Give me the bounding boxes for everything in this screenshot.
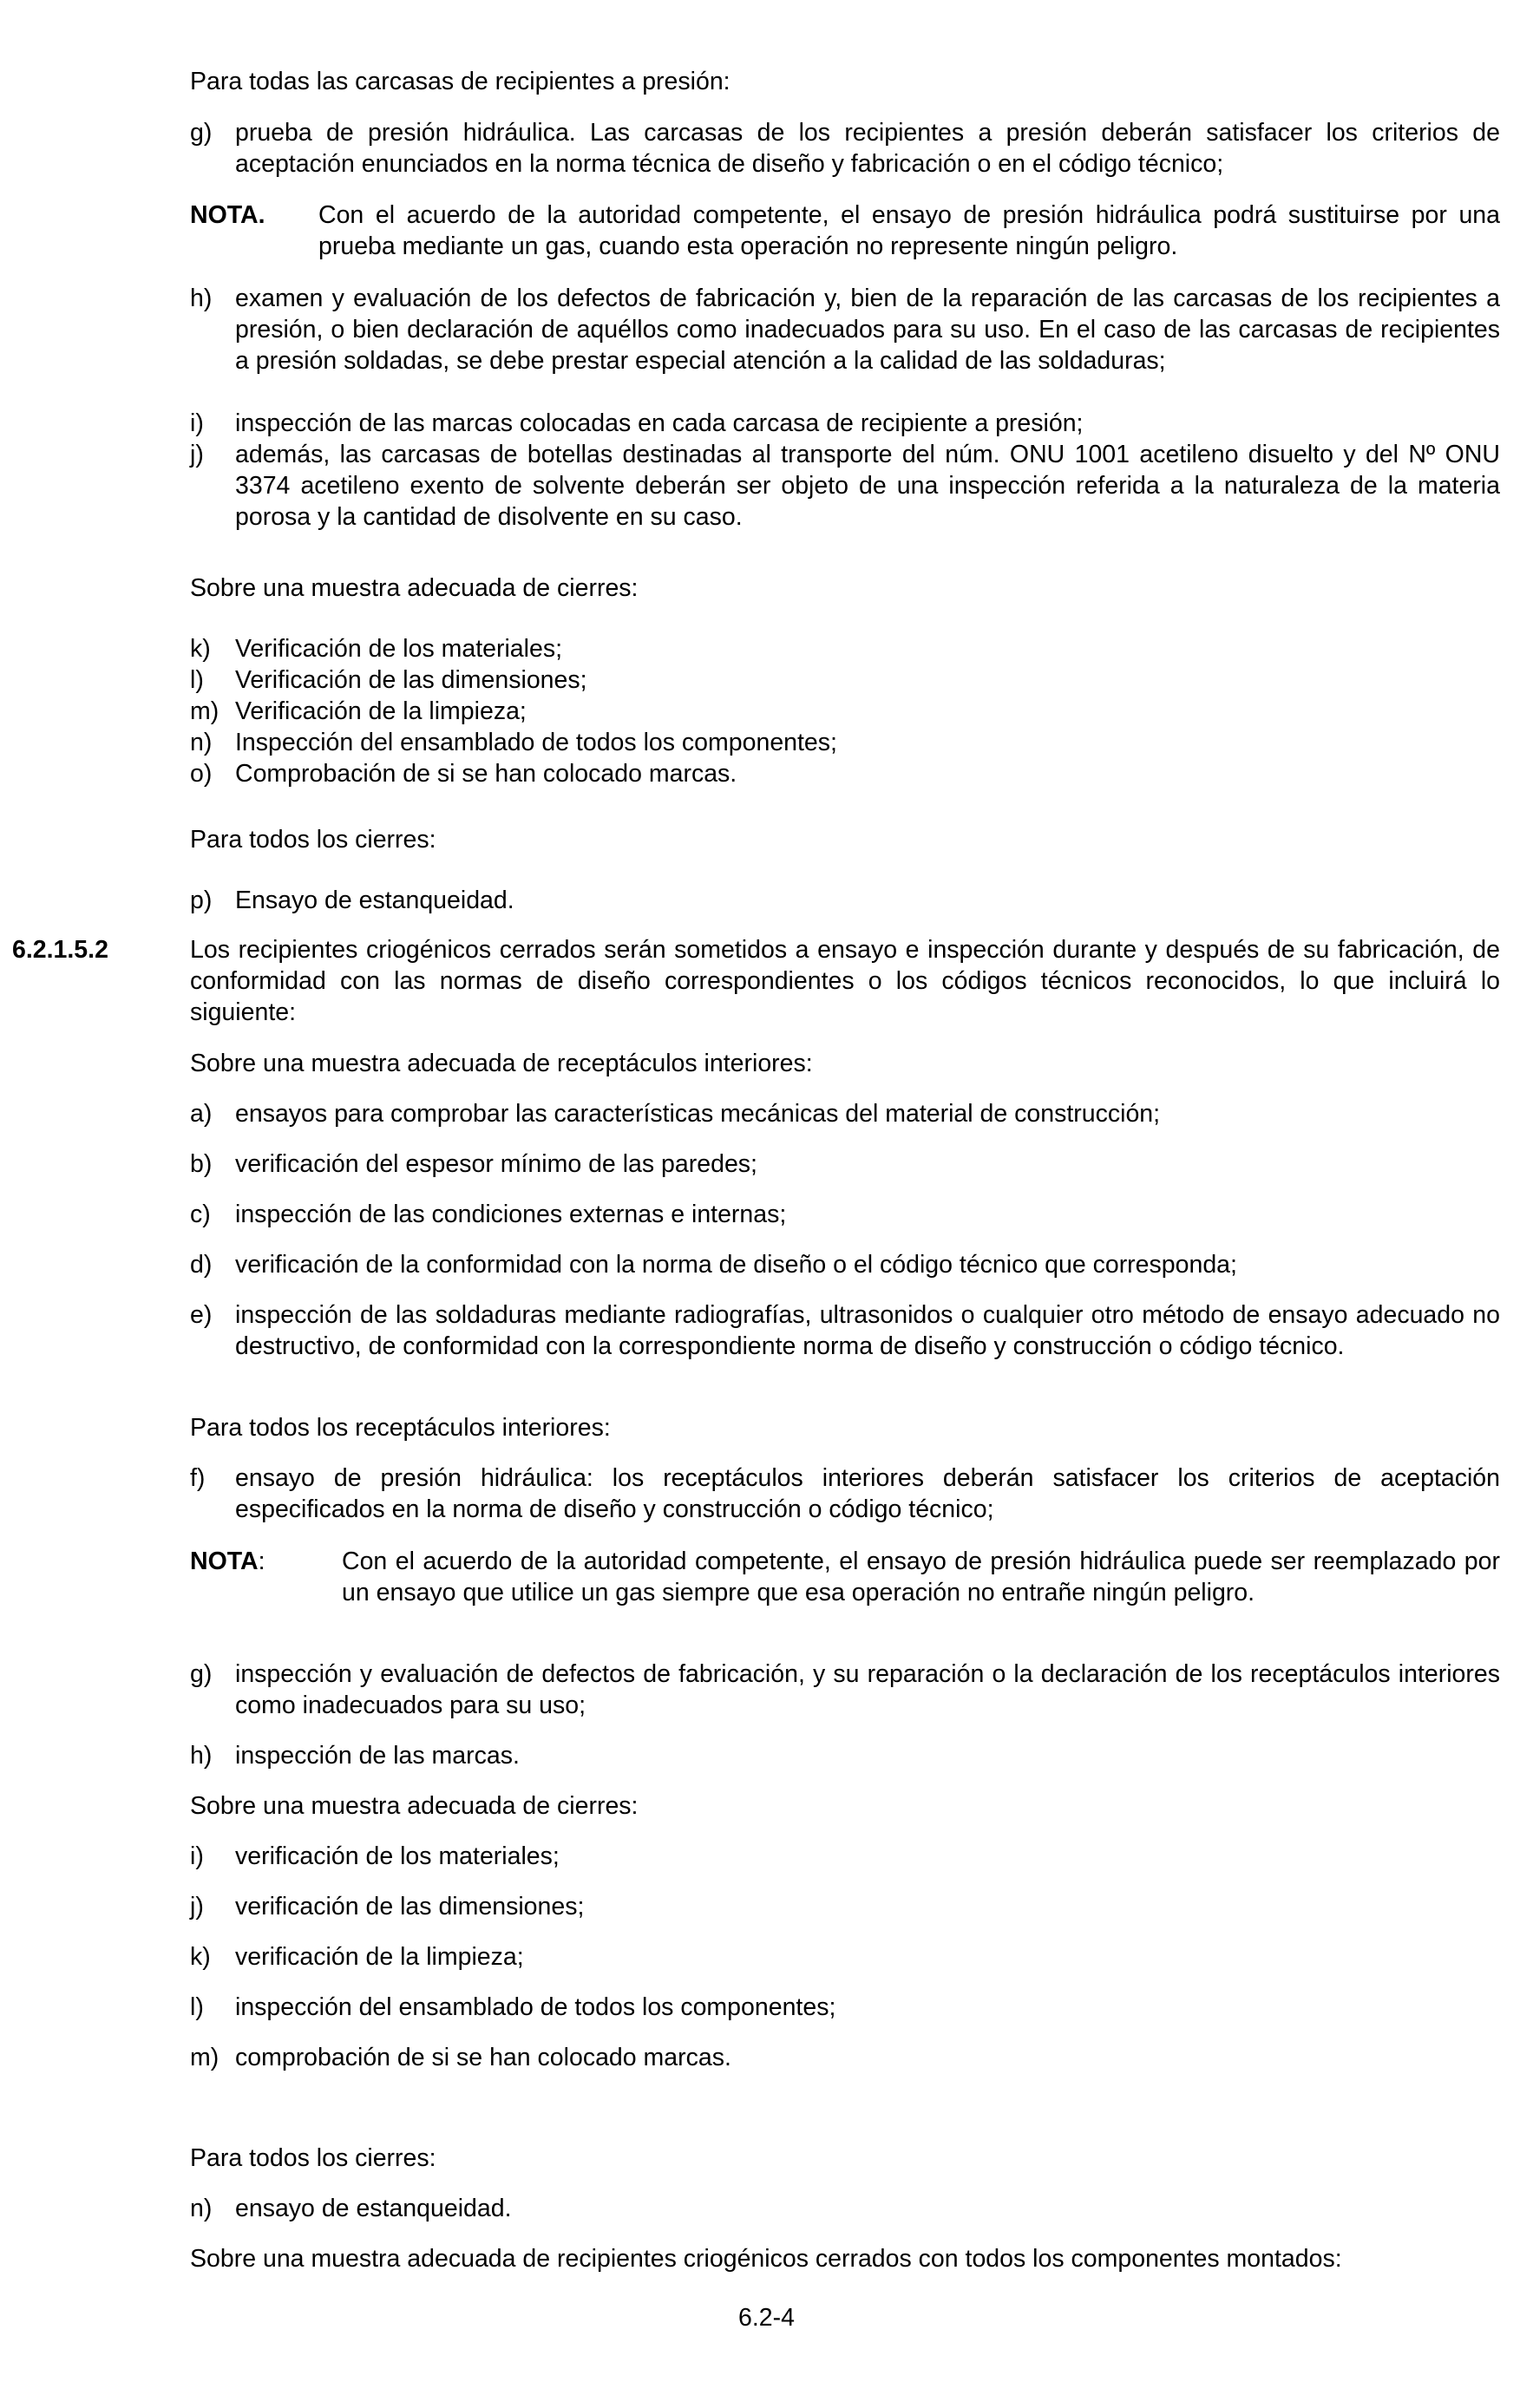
- item-label: h): [190, 1742, 213, 1770]
- item-text: además, las carcasas de botellas destinadas al transporte del núm. ONU 1001 acetileno disuelto y del Nº ONU 3374 acetileno exento de solvente deberán ser objeto de una inspección referida a la naturaleza de la materia porosa y la cantidad de disolvente en su caso.: [235, 441, 1500, 531]
- item-text: verificación de la limpieza;: [235, 1943, 524, 1971]
- item-label: l): [190, 666, 204, 694]
- note-2: [190, 1546, 1500, 1608]
- item-label: c): [190, 1201, 211, 1228]
- list-item-p: [190, 885, 1500, 916]
- item-label: o): [190, 760, 213, 788]
- note-text: Con el acuerdo de la autoridad competente, el ensayo de presión hidráulica puede ser reemplazado por un ensayo que utilice un gas siempre que esa operación no entrañe ningún peligro.: [342, 1548, 1500, 1606]
- list-item-c: [190, 1199, 1500, 1230]
- item-label: p): [190, 887, 213, 914]
- item-label: j): [190, 441, 204, 468]
- page-number: 6.2-4: [738, 2304, 795, 2332]
- item-text: ensayos para comprobar las características mecánicas del material de construcción;: [235, 1100, 1161, 1128]
- list-item-e: [190, 1299, 1500, 1362]
- item-text: ensayo de presión hidráulica: los receptáculos interiores deberán satisfacer los criterios de aceptación especificados en la norma de diseño y construcción o código técnico;: [235, 1464, 1500, 1523]
- item-text: examen y evaluación de los defectos de fabricación y, bien de la reparación de las carcasas de los recipientes a presión, o bien declaración de aquéllos como inadecuados para su uso. En el caso de las carcasas de recipientes a presión soldadas, se debe prestar especial atención a la calidad de las soldaduras;: [235, 285, 1500, 375]
- list-item-l2: [190, 1992, 1500, 2023]
- item-label: d): [190, 1251, 213, 1279]
- list-item-i: [190, 408, 1500, 439]
- list-item-a: [190, 1098, 1500, 1129]
- item-text: inspección de las condiciones externas e internas;: [235, 1201, 787, 1228]
- list-item-b: [190, 1148, 1500, 1180]
- item-label: m): [190, 697, 219, 725]
- item-label: k): [190, 635, 211, 663]
- note-label: [190, 1546, 342, 1608]
- list-item: [190, 696, 1500, 727]
- list-item-g: [190, 117, 1500, 180]
- item-label: i): [190, 409, 204, 437]
- item-label: n): [190, 2195, 213, 2222]
- item-label: a): [190, 1100, 213, 1128]
- item-text: Verificación de las dimensiones;: [235, 666, 587, 694]
- item-text: Inspección del ensamblado de todos los componentes;: [235, 729, 837, 756]
- item-text: Verificación de los materiales;: [235, 635, 563, 663]
- list-item-g2: [190, 1659, 1500, 1721]
- item-label: m): [190, 2044, 219, 2071]
- closures-list-1: [190, 633, 1500, 789]
- item-text: Ensayo de estanqueidad.: [235, 887, 514, 914]
- item-text: ensayo de estanqueidad.: [235, 2195, 512, 2222]
- item-text: inspección de las soldaduras mediante radiografías, ultrasonidos o cualquier otro método de ensayo adecuado no destructivo, de conformidad con la correspondiente norma de diseño y construcción o código técnico.: [235, 1301, 1500, 1360]
- paragraph: Sobre una muestra adecuada de cierres:: [190, 574, 639, 602]
- item-label: j): [190, 1893, 204, 1921]
- item-text: Comprobación de si se han colocado marcas.: [235, 760, 737, 788]
- list-item-d: [190, 1249, 1500, 1280]
- list-item: [190, 664, 1500, 696]
- list-item-i2: [190, 1841, 1500, 1872]
- paragraph: Para todos los receptáculos interiores:: [190, 1414, 611, 1442]
- item-text: verificación de la conformidad con la norma de diseño o el código técnico que corresponda;: [235, 1251, 1237, 1279]
- list-item: [190, 727, 1500, 758]
- list-item-k2: [190, 1941, 1500, 1973]
- list-item-n2: [190, 2193, 1500, 2224]
- list-item-h2: [190, 1740, 1500, 1771]
- item-label: f): [190, 1464, 206, 1492]
- item-label: g): [190, 1660, 213, 1688]
- paragraph: Para todos los cierres:: [190, 826, 436, 854]
- list-item-f: [190, 1462, 1500, 1525]
- item-text: inspección de las marcas colocadas en cada carcasa de recipiente a presión;: [235, 409, 1084, 437]
- paragraph: Sobre una muestra adecuada de cierres:: [190, 1792, 639, 1820]
- item-text: prueba de presión hidráulica. Las carcasas de los recipientes a presión deberán satisfacer los criterios de aceptación enunciados en la norma técnica de diseño y fabricación o en el código técnico;: [235, 119, 1500, 178]
- item-text: verificación de las dimensiones;: [235, 1893, 585, 1921]
- item-text: Verificación de la limpieza;: [235, 697, 527, 725]
- item-label: g): [190, 119, 213, 147]
- paragraph: Sobre una muestra adecuada de receptáculos interiores:: [190, 1050, 813, 1077]
- paragraph: Para todos los cierres:: [190, 2144, 436, 2172]
- item-text: verificación del espesor mínimo de las paredes;: [235, 1150, 757, 1178]
- note-label: NOTA.: [190, 201, 265, 229]
- item-text: inspección de las marcas.: [235, 1742, 520, 1770]
- list-item-m2: [190, 2042, 1500, 2073]
- item-label: h): [190, 285, 213, 312]
- section-paragraph: Los recipientes criogénicos cerrados serán sometidos a ensayo e inspección durante y después de su fabricación, de conformidad con las normas de diseño correspondientes o los códigos técnicos reconocidos, lo que incluirá lo siguiente:: [190, 936, 1500, 1026]
- item-label: e): [190, 1301, 213, 1329]
- section-number: 6.2.1.5.2: [12, 936, 108, 964]
- item-label: k): [190, 1943, 211, 1971]
- note-label-text: NOTA: [190, 1548, 259, 1575]
- paragraph: Sobre una muestra adecuada de recipientes criogénicos cerrados con todos los componentes montados:: [190, 2245, 1342, 2273]
- list-item: [190, 633, 1500, 664]
- note-text: Con el acuerdo de la autoridad competente, el ensayo de presión hidráulica podrá sustituirse por una prueba mediante un gas, cuando esta operación no represente ningún peligro.: [318, 201, 1500, 260]
- list-item-j: [190, 439, 1500, 533]
- item-label: n): [190, 729, 213, 756]
- list-item: [190, 758, 1500, 789]
- item-text: verificación de los materiales;: [235, 1842, 560, 1870]
- note-1: [190, 200, 1500, 262]
- item-text: inspección del ensamblado de todos los componentes;: [235, 1993, 836, 2021]
- intro-paragraph: Para todas las carcasas de recipientes a presión:: [190, 68, 730, 95]
- item-text: comprobación de si se han colocado marcas.: [235, 2044, 731, 2071]
- item-label: b): [190, 1150, 213, 1178]
- note-label-colon: :: [258, 1548, 265, 1575]
- list-item-j2: [190, 1891, 1500, 1922]
- list-item-h: [190, 283, 1500, 376]
- item-label: l): [190, 1993, 204, 2021]
- item-text: inspección y evaluación de defectos de fabricación, y su reparación o la declaración de los receptáculos interiores como inadecuados para su uso;: [235, 1660, 1500, 1719]
- item-label: i): [190, 1842, 204, 1870]
